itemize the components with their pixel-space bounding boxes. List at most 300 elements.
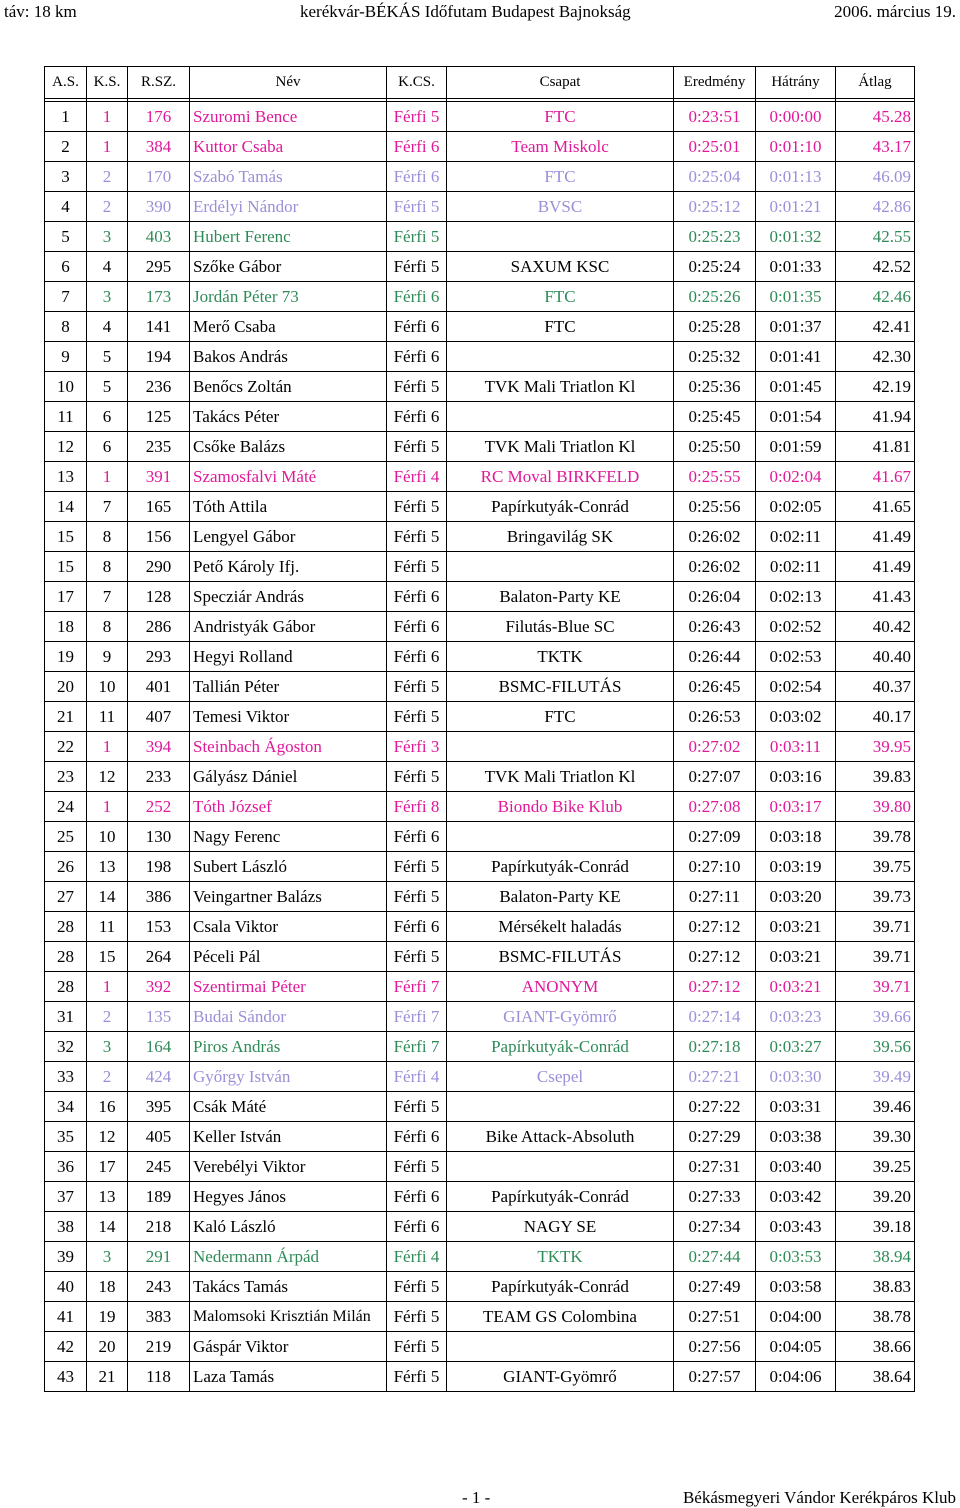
cell-team: TVK Mali Triatlon Kl	[447, 372, 674, 402]
cell-gap: 0:01:10	[756, 132, 836, 162]
cell-ks: 3	[87, 1032, 128, 1062]
cell-gap: 0:02:11	[756, 522, 836, 552]
cell-team	[447, 222, 674, 252]
cell-rsz: 130	[128, 822, 190, 852]
cell-rsz: 394	[128, 732, 190, 762]
cell-kcs: Férfi 6	[387, 612, 447, 642]
cell-team	[447, 552, 674, 582]
cell-team: Papírkutyák-Conrád	[447, 852, 674, 882]
cell-name: Budai Sándor	[190, 1002, 387, 1032]
cell-gap: 0:03:16	[756, 762, 836, 792]
cell-ks: 4	[87, 312, 128, 342]
cell-ks: 11	[87, 702, 128, 732]
table-row	[45, 372, 915, 402]
cell-name: Verebélyi Viktor	[190, 1152, 387, 1182]
cell-result: 0:27:14	[674, 1002, 756, 1032]
cell-team	[447, 342, 674, 372]
cell-result: 0:26:45	[674, 672, 756, 702]
cell-name: Kaló László	[190, 1212, 387, 1242]
cell-name: Szabó Tamás	[190, 162, 387, 192]
cell-as: 14	[45, 492, 87, 522]
cell-as: 17	[45, 582, 87, 612]
cell-rsz: 293	[128, 642, 190, 672]
cell-gap: 0:02:04	[756, 462, 836, 492]
cell-result: 0:25:01	[674, 132, 756, 162]
cell-rsz: 245	[128, 1152, 190, 1182]
table-row	[45, 822, 915, 852]
cell-ks: 19	[87, 1302, 128, 1332]
cell-avg: 42.86	[836, 192, 915, 222]
cell-result: 0:25:23	[674, 222, 756, 252]
table-row	[45, 882, 915, 912]
cell-kcs: Férfi 5	[387, 882, 447, 912]
cell-name: Jordán Péter 73	[190, 282, 387, 312]
cell-rsz: 198	[128, 852, 190, 882]
cell-rsz: 156	[128, 522, 190, 552]
cell-team: TVK Mali Triatlon Kl	[447, 762, 674, 792]
cell-as: 28	[45, 912, 87, 942]
cell-result: 0:26:44	[674, 642, 756, 672]
table-row	[45, 1032, 915, 1062]
cell-team: Balaton-Party KE	[447, 582, 674, 612]
cell-name: Nagy Ferenc	[190, 822, 387, 852]
cell-gap: 0:01:59	[756, 432, 836, 462]
cell-ks: 13	[87, 852, 128, 882]
cell-team: TKTK	[447, 1242, 674, 1272]
cell-ks: 3	[87, 282, 128, 312]
cell-avg: 39.75	[836, 852, 915, 882]
cell-gap: 0:03:20	[756, 882, 836, 912]
col-header-gap: Hátrány	[756, 67, 836, 99]
cell-avg: 39.46	[836, 1092, 915, 1122]
cell-team	[447, 732, 674, 762]
cell-kcs: Férfi 6	[387, 282, 447, 312]
col-header-avg: Átlag	[836, 67, 915, 99]
cell-rsz: 125	[128, 402, 190, 432]
cell-name: Győrgy István	[190, 1062, 387, 1092]
cell-gap: 0:03:11	[756, 732, 836, 762]
cell-ks: 13	[87, 1182, 128, 1212]
cell-ks: 20	[87, 1332, 128, 1362]
cell-team: Team Miskolc	[447, 132, 674, 162]
cell-name: Andristyák Gábor	[190, 612, 387, 642]
cell-kcs: Férfi 4	[387, 462, 447, 492]
cell-ks: 7	[87, 492, 128, 522]
table-row	[45, 102, 915, 132]
cell-as: 22	[45, 732, 87, 762]
page-number: - 1 -	[462, 1488, 491, 1507]
cell-kcs: Férfi 6	[387, 822, 447, 852]
cell-avg: 39.25	[836, 1152, 915, 1182]
cell-rsz: 383	[128, 1302, 190, 1332]
cell-gap: 0:03:02	[756, 702, 836, 732]
table-row	[45, 462, 915, 492]
cell-team: FTC	[447, 282, 674, 312]
cell-gap: 0:02:54	[756, 672, 836, 702]
cell-gap: 0:03:18	[756, 822, 836, 852]
cell-as: 13	[45, 462, 87, 492]
table-row	[45, 1122, 915, 1152]
cell-as: 9	[45, 342, 87, 372]
cell-ks: 8	[87, 552, 128, 582]
cell-ks: 14	[87, 1212, 128, 1242]
cell-ks: 6	[87, 402, 128, 432]
cell-kcs: Férfi 6	[387, 162, 447, 192]
cell-as: 4	[45, 192, 87, 222]
cell-kcs: Férfi 6	[387, 1212, 447, 1242]
cell-ks: 10	[87, 822, 128, 852]
cell-avg: 42.19	[836, 372, 915, 402]
cell-gap: 0:04:00	[756, 1302, 836, 1332]
cell-name: Specziár András	[190, 582, 387, 612]
cell-result: 0:25:50	[674, 432, 756, 462]
cell-gap: 0:03:53	[756, 1242, 836, 1272]
col-header-ks: K.S.	[87, 67, 128, 99]
cell-as: 15	[45, 552, 87, 582]
cell-result: 0:27:34	[674, 1212, 756, 1242]
cell-kcs: Férfi 5	[387, 942, 447, 972]
cell-kcs: Férfi 5	[387, 1272, 447, 1302]
cell-rsz: 194	[128, 342, 190, 372]
cell-team: Biondo Bike Klub	[447, 792, 674, 822]
cell-rsz: 118	[128, 1362, 190, 1392]
cell-team: Mérsékelt haladás	[447, 912, 674, 942]
cell-rsz: 243	[128, 1272, 190, 1302]
cell-gap: 0:03:23	[756, 1002, 836, 1032]
cell-as: 19	[45, 642, 87, 672]
cell-name: Takács Tamás	[190, 1272, 387, 1302]
cell-gap: 0:03:17	[756, 792, 836, 822]
table-row	[45, 672, 915, 702]
table-row	[45, 612, 915, 642]
cell-as: 32	[45, 1032, 87, 1062]
cell-avg: 40.37	[836, 672, 915, 702]
cell-rsz: 189	[128, 1182, 190, 1212]
cell-name: Szamosfalvi Máté	[190, 462, 387, 492]
cell-as: 26	[45, 852, 87, 882]
cell-avg: 39.71	[836, 912, 915, 942]
cell-rsz: 176	[128, 102, 190, 132]
cell-team	[447, 1092, 674, 1122]
cell-kcs: Férfi 5	[387, 1362, 447, 1392]
cell-rsz: 286	[128, 612, 190, 642]
cell-team: Bike Attack-Absoluth	[447, 1122, 674, 1152]
table-row	[45, 132, 915, 162]
table-row	[45, 222, 915, 252]
cell-avg: 39.78	[836, 822, 915, 852]
cell-kcs: Férfi 4	[387, 1242, 447, 1272]
cell-name: Laza Tamás	[190, 1362, 387, 1392]
cell-name: Lengyel Gábor	[190, 522, 387, 552]
cell-ks: 2	[87, 192, 128, 222]
cell-avg: 39.30	[836, 1122, 915, 1152]
cell-avg: 39.73	[836, 882, 915, 912]
cell-gap: 0:03:21	[756, 972, 836, 1002]
cell-rsz: 164	[128, 1032, 190, 1062]
cell-rsz: 236	[128, 372, 190, 402]
table-row	[45, 492, 915, 522]
cell-gap: 0:02:53	[756, 642, 836, 672]
cell-result: 0:27:18	[674, 1032, 756, 1062]
cell-name: Csák Máté	[190, 1092, 387, 1122]
cell-rsz: 219	[128, 1332, 190, 1362]
cell-kcs: Férfi 5	[387, 432, 447, 462]
cell-as: 36	[45, 1152, 87, 1182]
cell-kcs: Férfi 3	[387, 732, 447, 762]
table-row	[45, 912, 915, 942]
cell-result: 0:25:12	[674, 192, 756, 222]
cell-gap: 0:03:21	[756, 942, 836, 972]
cell-gap: 0:03:58	[756, 1272, 836, 1302]
cell-gap: 0:03:30	[756, 1062, 836, 1092]
cell-result: 0:27:21	[674, 1062, 756, 1092]
results-body	[45, 99, 915, 1392]
cell-avg: 38.94	[836, 1242, 915, 1272]
cell-kcs: Férfi 7	[387, 972, 447, 1002]
cell-rsz: 235	[128, 432, 190, 462]
cell-result: 0:27:57	[674, 1362, 756, 1392]
cell-gap: 0:01:54	[756, 402, 836, 432]
cell-as: 18	[45, 612, 87, 642]
cell-kcs: Férfi 5	[387, 1332, 447, 1362]
cell-kcs: Férfi 5	[387, 672, 447, 702]
cell-name: Gáspár Viktor	[190, 1332, 387, 1362]
cell-team: NAGY SE	[447, 1212, 674, 1242]
cell-as: 41	[45, 1302, 87, 1332]
cell-ks: 2	[87, 162, 128, 192]
table-row	[45, 852, 915, 882]
cell-name: Szőke Gábor	[190, 252, 387, 282]
cell-kcs: Férfi 7	[387, 1032, 447, 1062]
cell-rsz: 233	[128, 762, 190, 792]
cell-name: Csala Viktor	[190, 912, 387, 942]
cell-name: Malomsoki Krisztián Milán	[190, 1302, 387, 1332]
cell-as: 25	[45, 822, 87, 852]
cell-as: 6	[45, 252, 87, 282]
cell-kcs: Férfi 6	[387, 342, 447, 372]
cell-result: 0:26:02	[674, 522, 756, 552]
cell-result: 0:27:56	[674, 1332, 756, 1362]
cell-name: Tallián Péter	[190, 672, 387, 702]
cell-as: 1	[45, 102, 87, 132]
cell-gap: 0:03:21	[756, 912, 836, 942]
cell-team: Papírkutyák-Conrád	[447, 1272, 674, 1302]
cell-avg: 41.49	[836, 552, 915, 582]
cell-result: 0:26:02	[674, 552, 756, 582]
cell-team: TVK Mali Triatlon Kl	[447, 432, 674, 462]
cell-rsz: 291	[128, 1242, 190, 1272]
cell-avg: 43.17	[836, 132, 915, 162]
cell-gap: 0:01:35	[756, 282, 836, 312]
cell-result: 0:27:49	[674, 1272, 756, 1302]
cell-team	[447, 402, 674, 432]
table-row	[45, 282, 915, 312]
cell-name: Csőke Balázs	[190, 432, 387, 462]
cell-as: 34	[45, 1092, 87, 1122]
cell-team: TEAM GS Colombina	[447, 1302, 674, 1332]
cell-avg: 38.78	[836, 1302, 915, 1332]
cell-rsz: 295	[128, 252, 190, 282]
table-row	[45, 252, 915, 282]
cell-avg: 41.49	[836, 522, 915, 552]
col-header-team: Csapat	[447, 67, 674, 99]
cell-rsz: 264	[128, 942, 190, 972]
cell-avg: 39.56	[836, 1032, 915, 1062]
cell-gap: 0:03:40	[756, 1152, 836, 1182]
cell-rsz: 252	[128, 792, 190, 822]
col-header-result: Eredmény	[674, 67, 756, 99]
cell-team: Papírkutyák-Conrád	[447, 1032, 674, 1062]
cell-ks: 16	[87, 1092, 128, 1122]
cell-rsz: 391	[128, 462, 190, 492]
cell-kcs: Férfi 5	[387, 252, 447, 282]
cell-result: 0:27:12	[674, 942, 756, 972]
cell-result: 0:25:24	[674, 252, 756, 282]
cell-as: 23	[45, 762, 87, 792]
cell-team: GIANT-Gyömrő	[447, 1362, 674, 1392]
cell-kcs: Férfi 6	[387, 642, 447, 672]
cell-result: 0:27:22	[674, 1092, 756, 1122]
col-header-kcs: K.CS.	[387, 67, 447, 99]
cell-kcs: Férfi 7	[387, 1002, 447, 1032]
cell-kcs: Férfi 6	[387, 582, 447, 612]
page-header	[0, 2, 960, 26]
cell-as: 37	[45, 1182, 87, 1212]
cell-avg: 39.49	[836, 1062, 915, 1092]
cell-rsz: 390	[128, 192, 190, 222]
cell-as: 15	[45, 522, 87, 552]
cell-avg: 40.40	[836, 642, 915, 672]
cell-rsz: 405	[128, 1122, 190, 1152]
cell-result: 0:25:32	[674, 342, 756, 372]
cell-result: 0:27:12	[674, 972, 756, 1002]
col-header-rsz: R.SZ.	[128, 67, 190, 99]
cell-as: 27	[45, 882, 87, 912]
col-header-as: A.S.	[45, 67, 87, 99]
cell-name: Temesi Viktor	[190, 702, 387, 732]
cell-team: FTC	[447, 702, 674, 732]
cell-team: BSMC-FILUTÁS	[447, 672, 674, 702]
cell-rsz: 424	[128, 1062, 190, 1092]
cell-ks: 4	[87, 252, 128, 282]
cell-ks: 11	[87, 912, 128, 942]
cell-gap: 0:03:19	[756, 852, 836, 882]
header-row	[45, 67, 915, 99]
table-row	[45, 762, 915, 792]
cell-as: 28	[45, 972, 87, 1002]
cell-avg: 41.67	[836, 462, 915, 492]
cell-avg: 39.71	[836, 972, 915, 1002]
cell-result: 0:25:56	[674, 492, 756, 522]
cell-as: 31	[45, 1002, 87, 1032]
cell-avg: 39.20	[836, 1182, 915, 1212]
cell-name: Nedermann Árpád	[190, 1242, 387, 1272]
cell-result: 0:26:43	[674, 612, 756, 642]
cell-ks: 1	[87, 132, 128, 162]
cell-as: 40	[45, 1272, 87, 1302]
cell-result: 0:27:09	[674, 822, 756, 852]
cell-ks: 17	[87, 1152, 128, 1182]
cell-avg: 42.41	[836, 312, 915, 342]
cell-kcs: Férfi 5	[387, 522, 447, 552]
table-row	[45, 972, 915, 1002]
cell-as: 20	[45, 672, 87, 702]
cell-team: Bringavilág SK	[447, 522, 674, 552]
cell-gap: 0:03:42	[756, 1182, 836, 1212]
cell-result: 0:27:11	[674, 882, 756, 912]
cell-as: 39	[45, 1242, 87, 1272]
cell-avg: 39.80	[836, 792, 915, 822]
cell-team: SAXUM KSC	[447, 252, 674, 282]
cell-name: Kuttor Csaba	[190, 132, 387, 162]
cell-as: 21	[45, 702, 87, 732]
cell-as: 2	[45, 132, 87, 162]
cell-rsz: 386	[128, 882, 190, 912]
cell-kcs: Férfi 6	[387, 132, 447, 162]
cell-avg: 38.66	[836, 1332, 915, 1362]
cell-avg: 45.28	[836, 102, 915, 132]
cell-rsz: 403	[128, 222, 190, 252]
cell-as: 43	[45, 1362, 87, 1392]
cell-kcs: Férfi 6	[387, 1182, 447, 1212]
cell-team: Papírkutyák-Conrád	[447, 492, 674, 522]
cell-team	[447, 1332, 674, 1362]
cell-ks: 2	[87, 1002, 128, 1032]
cell-gap: 0:02:52	[756, 612, 836, 642]
cell-kcs: Férfi 5	[387, 102, 447, 132]
cell-ks: 9	[87, 642, 128, 672]
cell-avg: 39.95	[836, 732, 915, 762]
cell-gap: 0:03:43	[756, 1212, 836, 1242]
cell-team: TKTK	[447, 642, 674, 672]
table-row	[45, 1242, 915, 1272]
cell-team: GIANT-Gyömrő	[447, 1002, 674, 1032]
table-row	[45, 1092, 915, 1122]
cell-name: Bakos András	[190, 342, 387, 372]
cell-name: Merő Csaba	[190, 312, 387, 342]
cell-rsz: 401	[128, 672, 190, 702]
cell-kcs: Férfi 5	[387, 552, 447, 582]
cell-rsz: 218	[128, 1212, 190, 1242]
cell-gap: 0:03:31	[756, 1092, 836, 1122]
cell-result: 0:27:02	[674, 732, 756, 762]
cell-gap: 0:00:00	[756, 102, 836, 132]
cell-name: Veingartner Balázs	[190, 882, 387, 912]
event-title: kerékvár-BÉKÁS Időfutam Budapest Bajnokság	[300, 2, 631, 21]
cell-team: FTC	[447, 162, 674, 192]
table-row	[45, 702, 915, 732]
cell-ks: 5	[87, 342, 128, 372]
cell-rsz: 173	[128, 282, 190, 312]
cell-gap: 0:01:41	[756, 342, 836, 372]
table-row	[45, 1302, 915, 1332]
table-row	[45, 1152, 915, 1182]
cell-name: Piros András	[190, 1032, 387, 1062]
cell-team: RC Moval BIRKFELD	[447, 462, 674, 492]
cell-as: 8	[45, 312, 87, 342]
cell-team: BSMC-FILUTÁS	[447, 942, 674, 972]
cell-avg: 38.83	[836, 1272, 915, 1302]
cell-avg: 38.64	[836, 1362, 915, 1392]
table-row	[45, 432, 915, 462]
cell-result: 0:25:04	[674, 162, 756, 192]
table-row	[45, 162, 915, 192]
cell-gap: 0:02:11	[756, 552, 836, 582]
cell-avg: 41.65	[836, 492, 915, 522]
cell-rsz: 290	[128, 552, 190, 582]
cell-ks: 8	[87, 522, 128, 552]
cell-result: 0:25:26	[674, 282, 756, 312]
